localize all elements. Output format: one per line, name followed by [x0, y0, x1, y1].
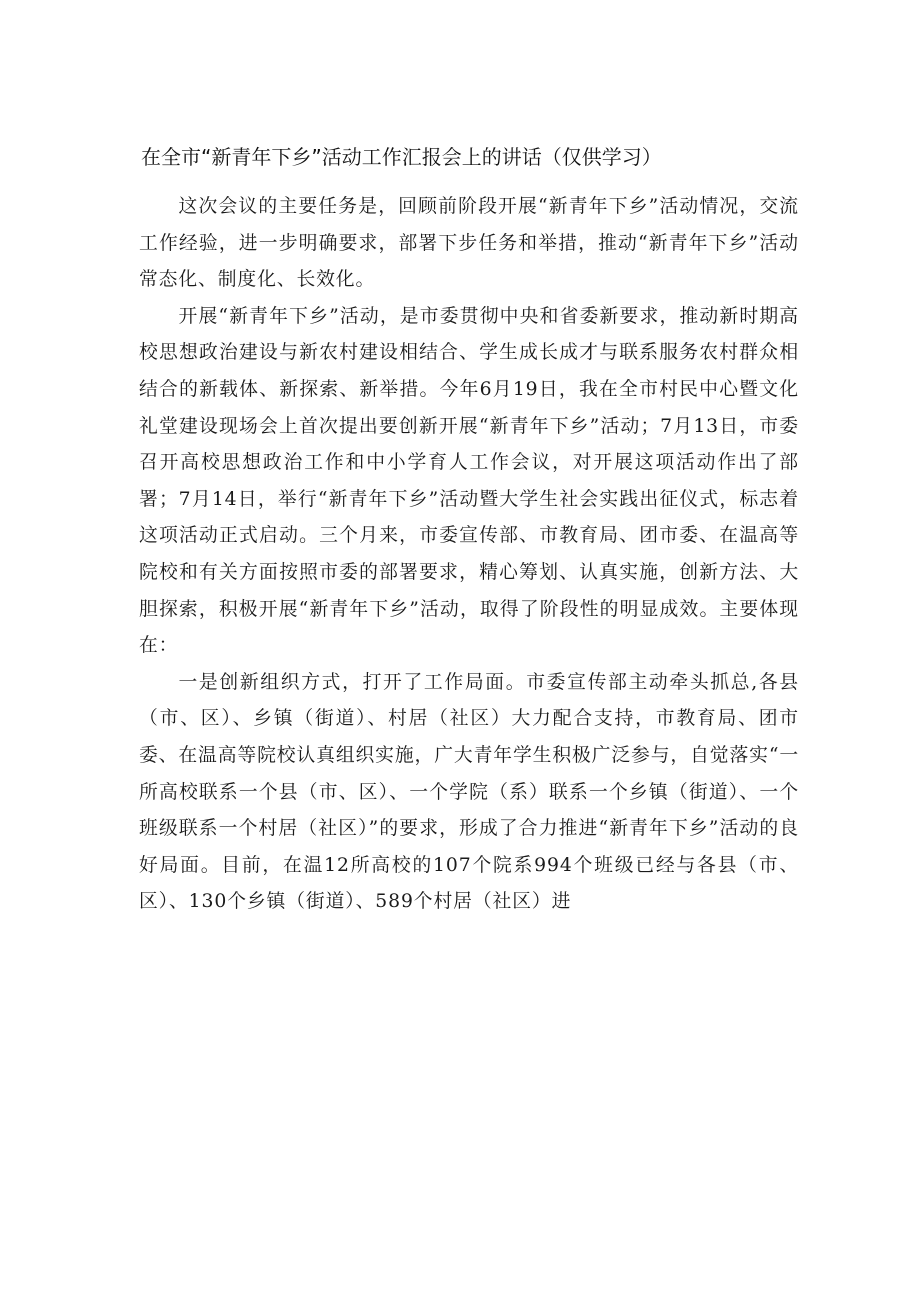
paragraph-intro: 这次会议的主要任务是，回顾前阶段开展“新青年下乡”活动情况，交流工作经验，进一步明确要求，部署下步任务和举措，推动“新青年下乡”活动常态化、制度化、长效化。 [139, 196, 799, 291]
document-body [139, 189, 799, 921]
paragraph-achievement-one: 一是创新组织方式，打开了工作局面。市委宣传部主动牵头抓总,各县（市、区）、乡镇（街道）、村居（社区）大力配合支持，市教育局、团市委、在温高等院校认真组织实施，广大青年学生积极广泛参与，自觉落实“一所高校联系一个县（市、区）、一个学院（系）联系一个乡镇（街道）、一个班级联系一个村居（社区）”的要求，形成了合力推进“新青年下乡”活动的良好局面。目前，在温12所高校的107个院系994个班级已经与各县（市、区）、130个乡镇（街道）、589个村居（社区）进 [139, 671, 799, 913]
paragraph-background: 开展“新青年下乡”活动，是市委贯彻中央和省委新要求，推动新时期高校思想政治建设与新农村建设相结合、学生成长成才与联系服务农村群众相结合的新载体、新探索、新举措。今年6月19日，我在全市村民中心暨文化礼堂建设现场会上首次提出要创新开展“新青年下乡”活动；7月13日，市委召开高校思想政治工作和中小学育人工作会议，对开展这项活动作出了部署；7月14日，举行“新青年下乡”活动暨大学生社会实践出征仪式，标志着这项活动正式启动。三个月来，市委宣传部、市教育局、团市委、在温高等院校和有关方面按照市委的部署要求，精心筹划、认真实施，创新方法、大胆探索，积极开展“新青年下乡”活动，取得了阶段性的明显成效。主要体现在： [139, 305, 799, 657]
document-title: 在全市“新青年下乡”活动工作汇报会上的讲话（仅供学习） [141, 145, 662, 169]
